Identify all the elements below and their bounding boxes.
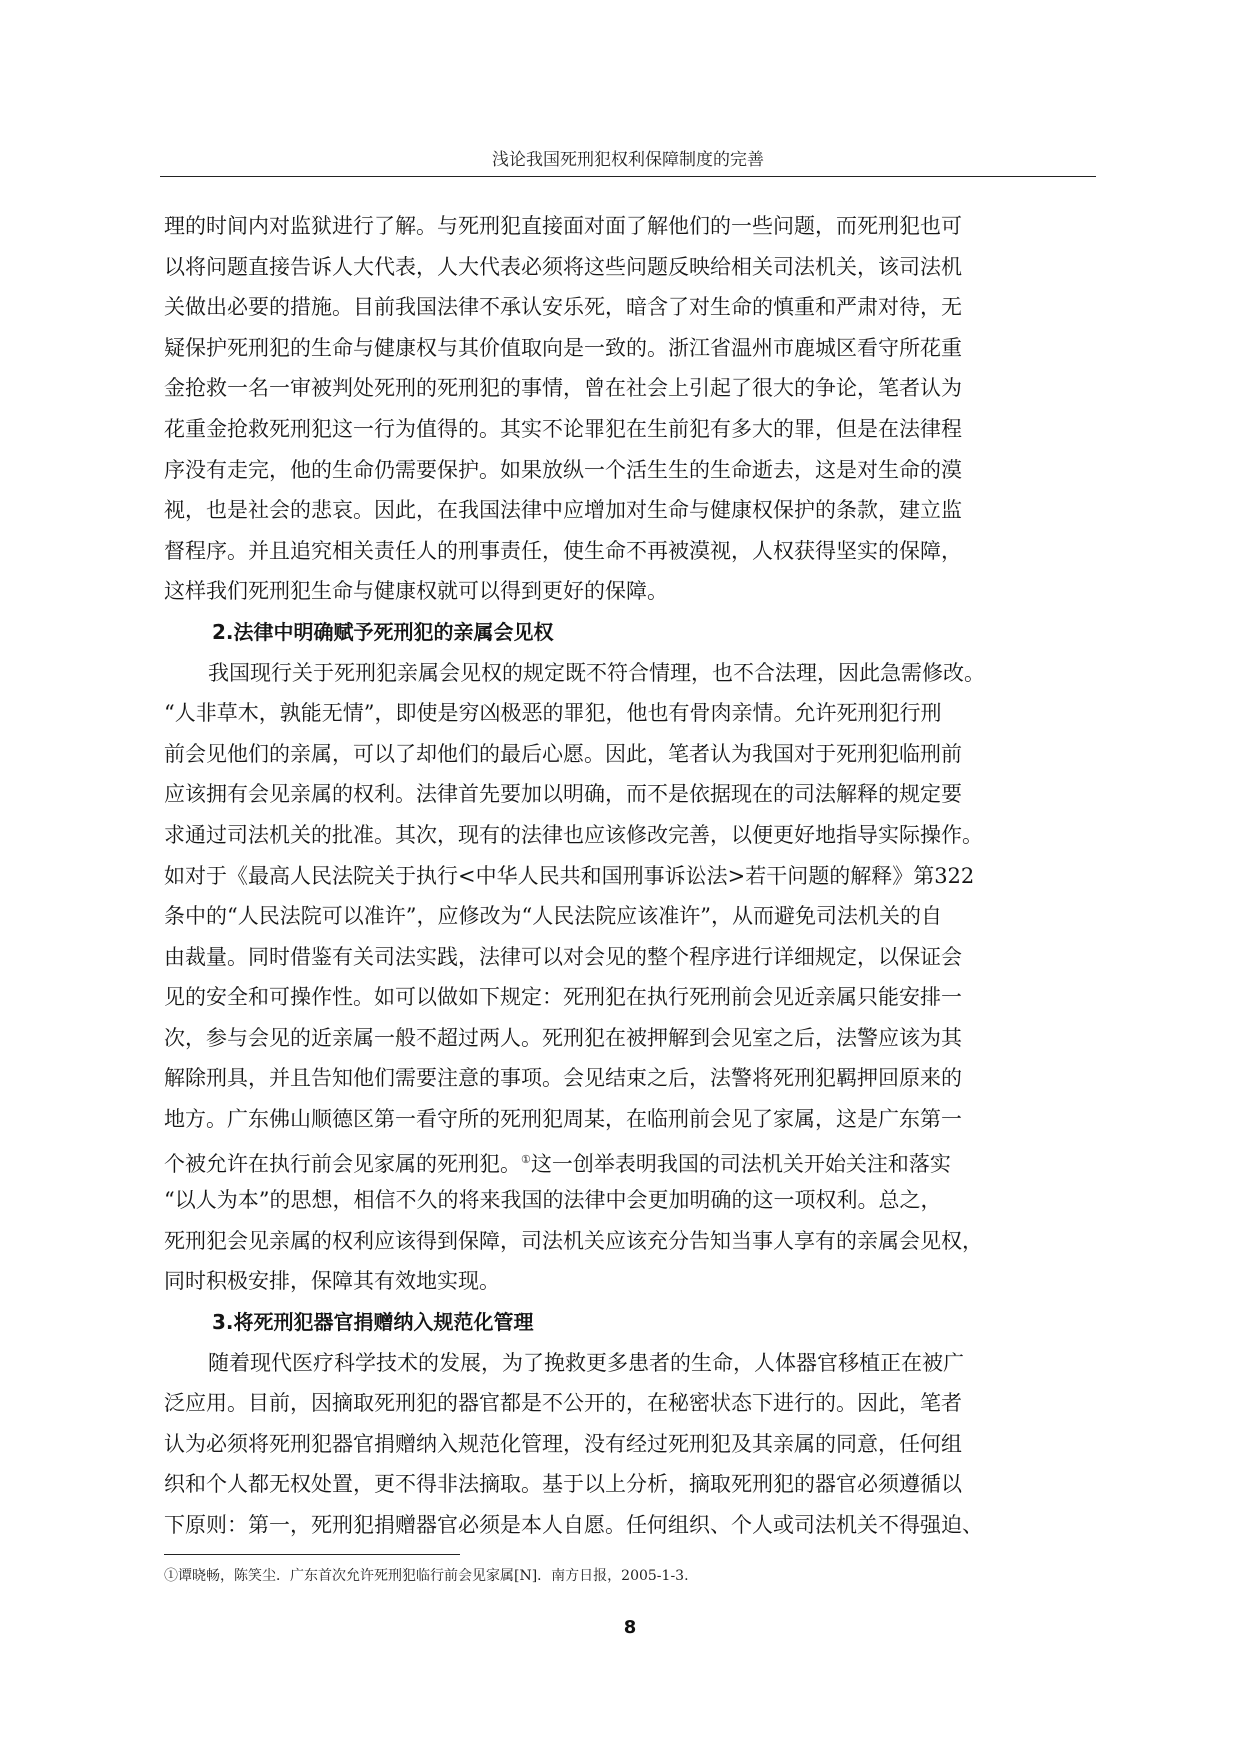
body-line: 求通过司法机关的批准。其次，现有的法律也应该修改完善，以便更好地指导实际操作。 bbox=[164, 822, 983, 847]
body-line: 次，参与会见的近亲属一般不超过两人。死刑犯在被押解到会见室之后，法警应该为其 bbox=[164, 1025, 962, 1050]
body-line: 理的时间内对监狱进行了解。与死刑犯直接面对面了解他们的一些问题，而死刑犯也可 bbox=[164, 214, 962, 238]
body-line: 这样我们死刑犯生命与健康权就可以得到更好的保障。 bbox=[164, 579, 668, 604]
section-heading-2: 2.法律中明确赋予死刑犯的亲属会见权 bbox=[212, 619, 554, 644]
body-line: 关做出必要的措施。目前我国法律不承认安乐死，暗含了对生命的慎重和严肃对待，无 bbox=[164, 295, 962, 320]
footnote-marker[interactable]: ① bbox=[521, 1152, 531, 1166]
body-line: 解除刑具，并且告知他们需要注意的事项。会见结束之后，法警将死刑犯羁押回原来的 bbox=[164, 1066, 962, 1091]
body-line: 地方。广东佛山顺德区第一看守所的死刑犯周某，在临刑前会见了家属，这是广东第一 bbox=[164, 1107, 962, 1132]
body-line-part: 个被允许在执行前会见家属的死刑犯。 bbox=[164, 1151, 521, 1176]
section-heading-3: 3.将死刑犯器官捐赠纳入规范化管理 bbox=[212, 1310, 534, 1335]
footnote-divider bbox=[164, 1554, 460, 1555]
body-line: 随着现代医疗科学技术的发展，为了挽救更多患者的生命，人体器官移植正在被广 bbox=[208, 1350, 964, 1375]
body-line: 我国现行关于死刑犯亲属会见权的规定既不符合情理，也不合法理，因此急需修改。 bbox=[208, 660, 985, 685]
body-line: 应该拥有会见亲属的权利。法律首先要加以明确，而不是依据现在的司法解释的规定要 bbox=[164, 782, 962, 807]
body-line: 同时积极安排，保障其有效地实现。 bbox=[164, 1269, 500, 1294]
body-line: “人非草木，孰能无情”，即使是穷凶极恶的罪犯，他也有骨肉亲情。允许死刑犯行刑 bbox=[164, 701, 942, 726]
body-line: 疑保护死刑犯的生命与健康权与其价值取向是一致的。浙江省温州市鹿城区看守所花重 bbox=[164, 335, 962, 360]
body-line: 认为必须将死刑犯器官捐赠纳入规范化管理，没有经过死刑犯及其亲属的同意，任何组 bbox=[164, 1431, 962, 1456]
running-header: 浅论我国死刑犯权利保障制度的完善 bbox=[492, 150, 764, 170]
header-divider bbox=[160, 176, 1096, 177]
body-line: 见的安全和可操作性。如可以做如下规定：死刑犯在执行死刑前会见近亲属只能安排一 bbox=[164, 985, 962, 1010]
body-line: 序没有走完，他的生命仍需要保护。如果放纵一个活生生的生命逝去，这是对生命的漠 bbox=[164, 457, 962, 482]
page-number: 8 bbox=[623, 1617, 637, 1638]
body-line bbox=[164, 1140, 1096, 1181]
body-line: 花重金抢救死刑犯这一行为值得的。其实不论罪犯在生前犯有多大的罪，但是在法律程 bbox=[164, 416, 962, 441]
body-line: 织和个人都无权处置，更不得非法摘取。基于以上分析，摘取死刑犯的器官必须遵循以 bbox=[164, 1472, 962, 1497]
body-line: 死刑犯会见亲属的权利应该得到保障，司法机关应该充分告知当事人享有的亲属会见权， bbox=[164, 1228, 983, 1253]
body-line: 泛应用。目前，因摘取死刑犯的器官都是不公开的，在秘密状态下进行的。因此，笔者 bbox=[164, 1391, 962, 1416]
footnote: ①谭晓畅，陈笑尘．广东首次允许死刑犯临行前会见家属[N]．南方日报，2005-1-3. bbox=[164, 1568, 689, 1584]
body-text bbox=[164, 206, 1096, 1546]
body-line-part: 这一创举表明我国的司法机关开始关注和落实 bbox=[530, 1151, 951, 1176]
body-line: 前会见他们的亲属，可以了却他们的最后心愿。因此，笔者认为我国对于死刑犯临刑前 bbox=[164, 741, 962, 766]
body-line: 金抢救一名一审被判处死刑的死刑犯的事情，曾在社会上引起了很大的争论，笔者认为 bbox=[164, 376, 962, 401]
body-line: 以将问题直接告诉人大代表，人大代表必须将这些问题反映给相关司法机关，该司法机 bbox=[164, 254, 962, 279]
body-line: 视，也是社会的悲哀。因此，在我国法律中应增加对生命与健康权保护的条款，建立监 bbox=[164, 498, 962, 523]
body-line: 条中的“人民法院可以准许”，应修改为“人民法院应该准许”，从而避免司法机关的自 bbox=[164, 904, 942, 929]
body-line: 督程序。并且追究相关责任人的刑事责任，使生命不再被漠视，人权获得坚实的保障， bbox=[164, 538, 962, 563]
body-line: “以人为本”的思想，相信不久的将来我国的法律中会更加明确的这一项权利。总之， bbox=[164, 1188, 942, 1213]
body-line: 由裁量。同时借鉴有关司法实践，法律可以对会见的整个程序进行详细规定，以保证会 bbox=[164, 944, 962, 969]
body-line: 下原则：第一，死刑犯捐赠器官必须是本人自愿。任何组织、个人或司法机关不得强迫、 bbox=[164, 1513, 983, 1537]
body-line: 如对于《最高人民法院关于执行<中华人民共和国刑事诉讼法>若干问题的解释》第322 bbox=[164, 863, 975, 888]
